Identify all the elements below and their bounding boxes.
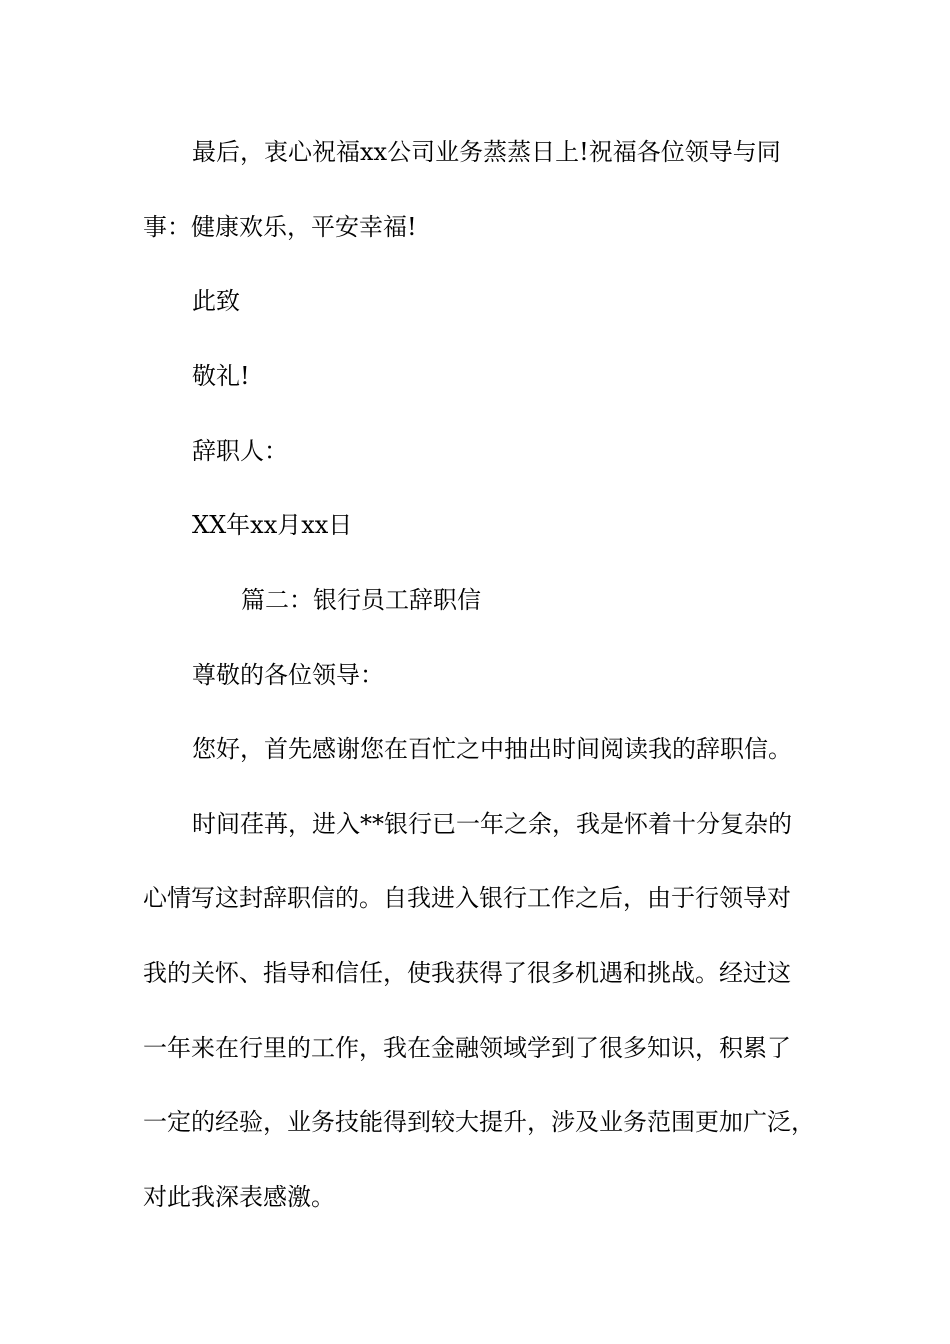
body-line-4: 一年来在行里的工作，我在金融领域学到了很多知识，积累了	[143, 1034, 791, 1062]
body-line-3: 我的关怀、指导和信任，使我获得了很多机遇和挑战。经过这	[143, 959, 791, 987]
section-heading: 篇二：银行员工辞职信	[241, 586, 481, 614]
letter-greeting: 尊敬的各位领导：	[192, 661, 384, 689]
closing-wish-line-2: 事：健康欢乐，平安幸福!	[143, 213, 417, 241]
closing-wish-line-1: 最后，衷心祝福xx公司业务蒸蒸日上!祝福各位领导与同	[192, 138, 781, 166]
salutation-jingli: 敬礼!	[192, 362, 250, 390]
salutation-cizhi: 此致	[192, 287, 240, 315]
signature-label: 辞职人：	[192, 437, 288, 465]
date-line: XX年xx月xx日	[192, 511, 353, 539]
body-line-5: 一定的经验，业务技能得到较大提升，涉及业务范围更加广泛，	[143, 1108, 815, 1136]
body-line-1: 时间荏苒，进入**银行已一年之余，我是怀着十分复杂的	[192, 810, 792, 838]
body-line-6: 对此我深表感激。	[143, 1183, 335, 1211]
body-line-2: 心情写这封辞职信的。自我进入银行工作之后，由于行领导对	[143, 884, 791, 912]
letter-opening: 您好，首先感谢您在百忙之中抽出时间阅读我的辞职信。	[192, 735, 792, 763]
